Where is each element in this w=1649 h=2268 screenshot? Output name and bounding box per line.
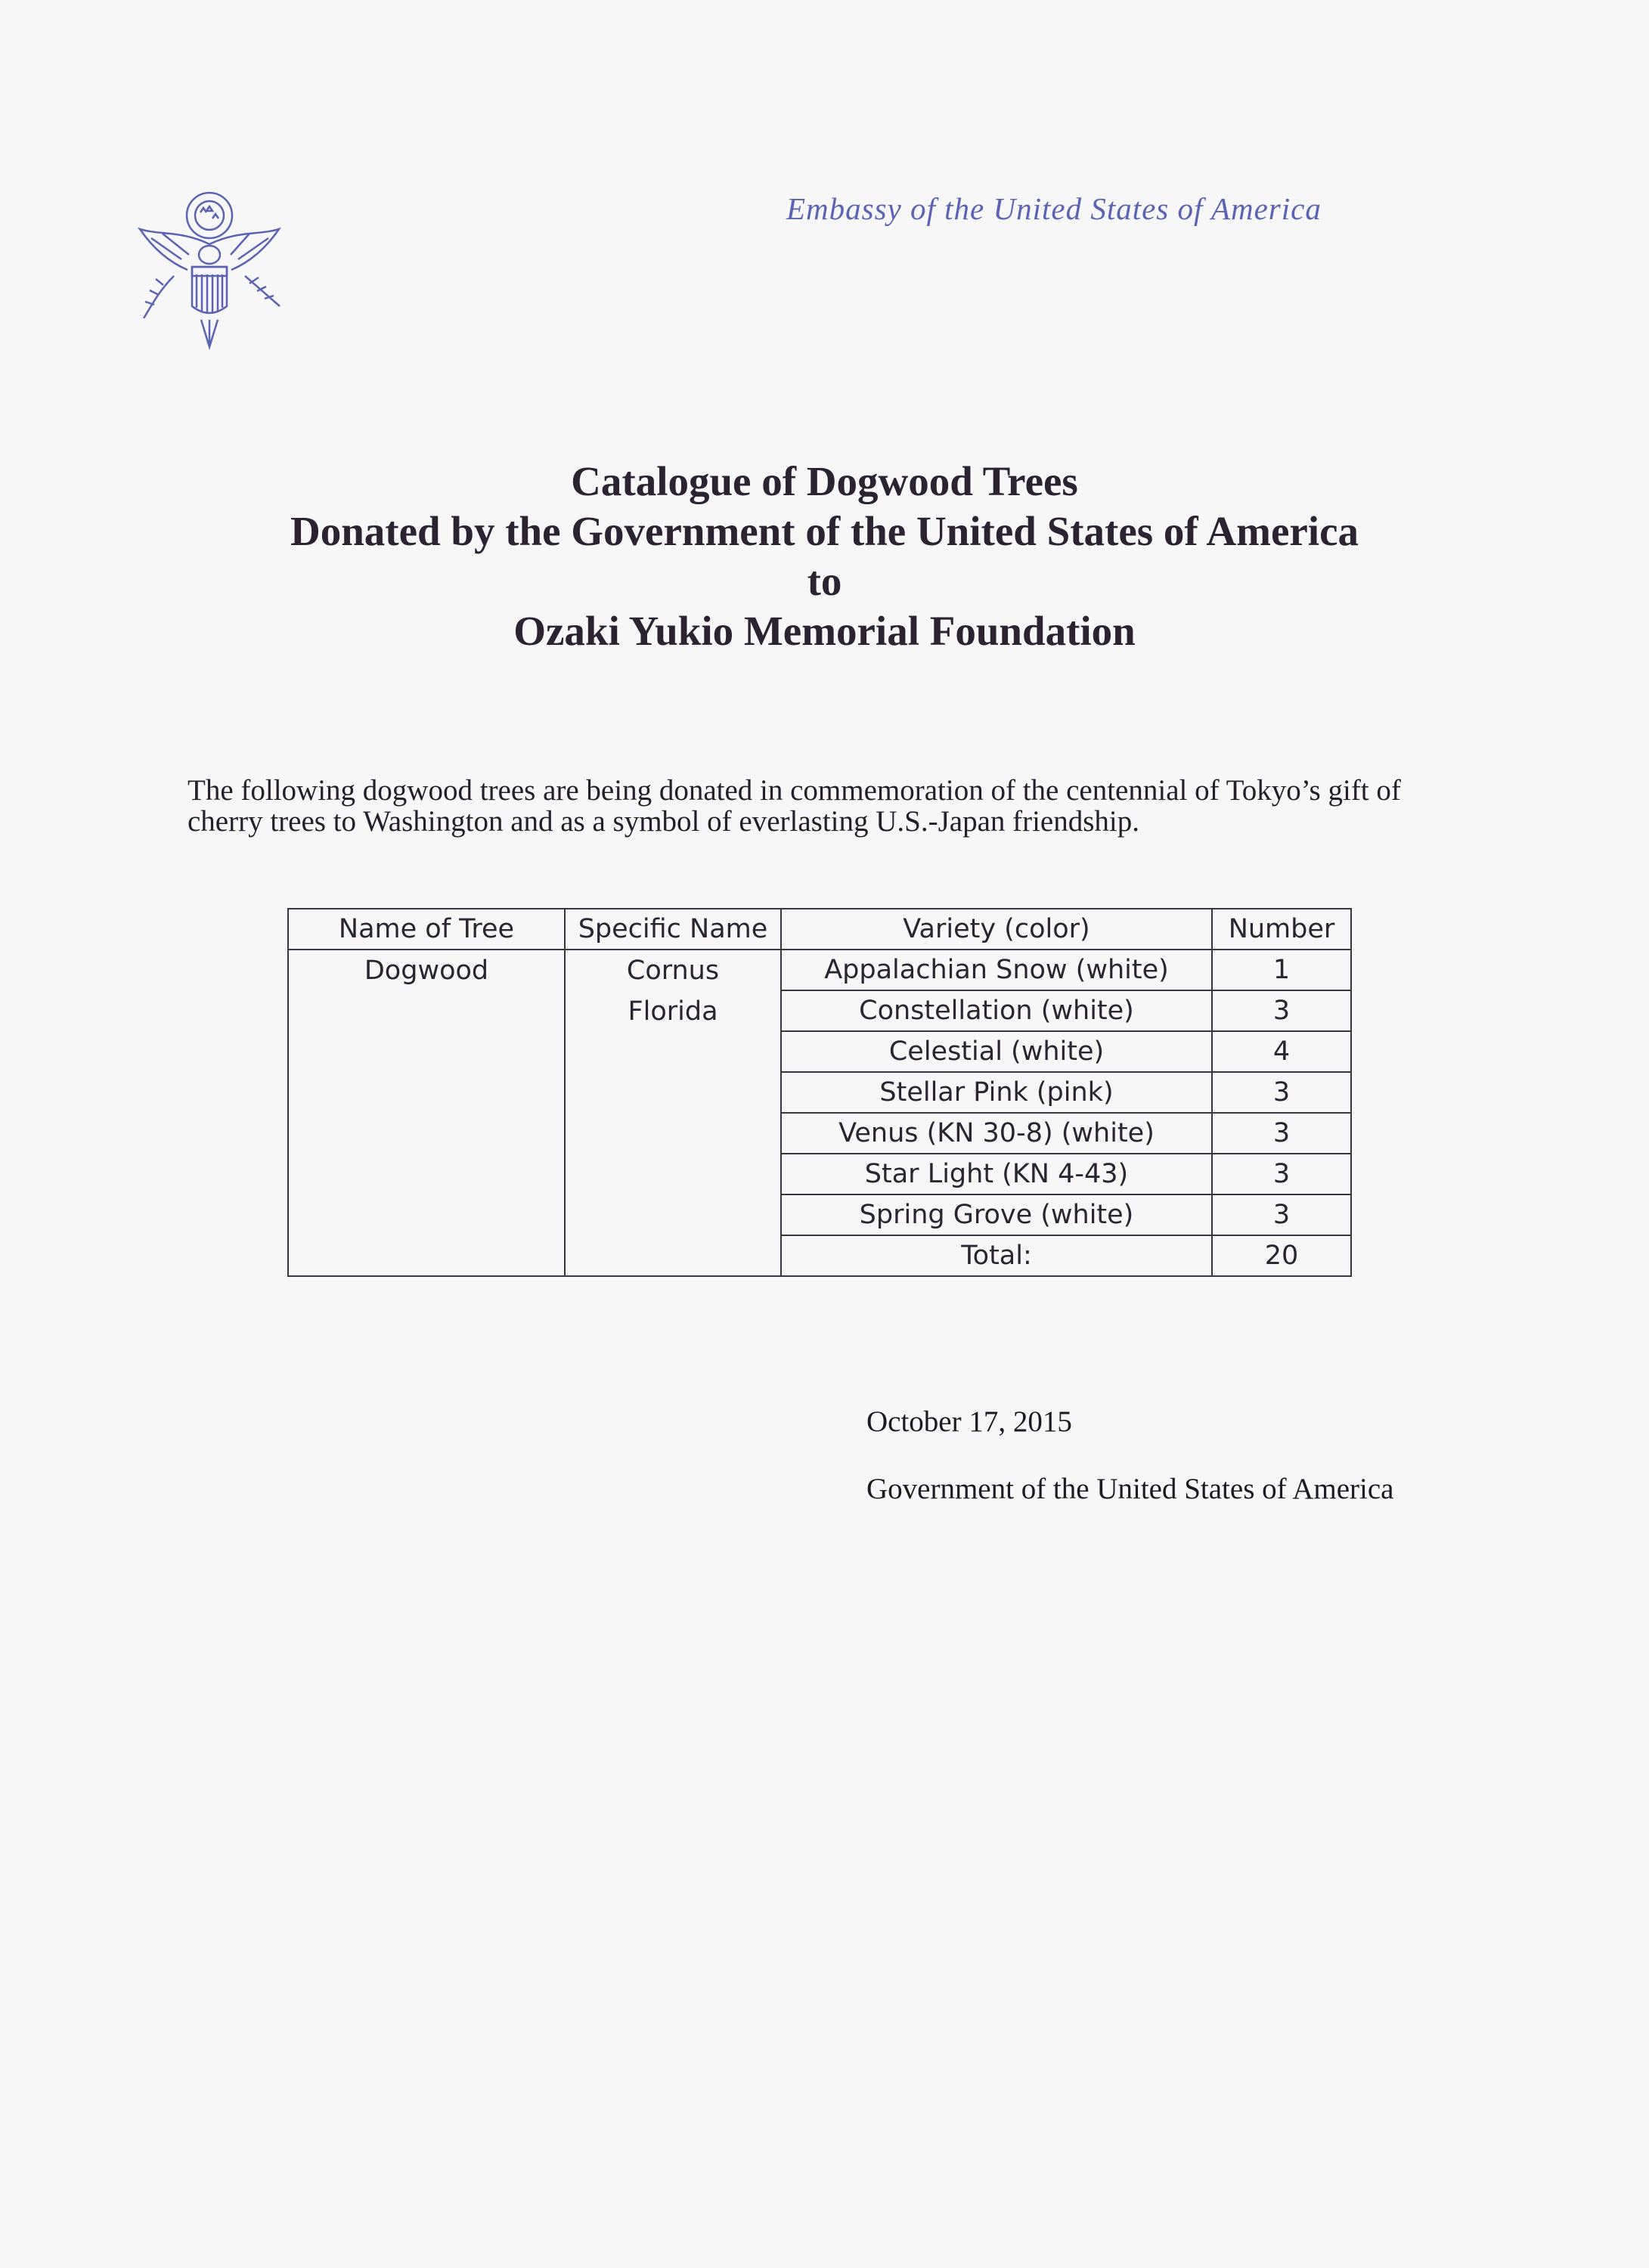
- total-label-cell: Total:: [781, 1235, 1212, 1276]
- variety-cell: Appalachian Snow (white): [781, 950, 1212, 990]
- number-cell: 1: [1212, 950, 1351, 990]
- embassy-letterhead: Embassy of the United States of America: [786, 191, 1322, 226]
- tree-name-cell: Dogwood: [288, 950, 565, 1276]
- dogwood-catalogue-table: [287, 908, 1352, 1277]
- document-title: [0, 457, 1649, 656]
- header-specific-name: Specific Name: [565, 909, 781, 950]
- title-line-2: Donated by the Government of the United States of America: [290, 508, 1359, 554]
- total-value-cell: 20: [1212, 1235, 1351, 1276]
- number-cell: 4: [1212, 1031, 1351, 1072]
- specific-name-species: Florida: [628, 996, 718, 1027]
- number-cell: 3: [1212, 1194, 1351, 1235]
- specific-name-genus: Cornus: [626, 956, 720, 986]
- header-name-of-tree: Name of Tree: [288, 909, 565, 950]
- title-line-3: to: [807, 558, 842, 604]
- intro-paragraph: The following dogwood trees are being donated in commemoration of the centennial of Tokyo’s gift of cherry trees to Washington and as a symbol of everlasting U.S.-Japan friendship.: [188, 774, 1401, 838]
- title-line-1: Catalogue of Dogwood Trees: [571, 458, 1078, 504]
- variety-cell: Spring Grove (white): [781, 1194, 1212, 1235]
- variety-cell: Celestial (white): [781, 1031, 1212, 1072]
- variety-cell: Star Light (KN 4-43): [781, 1154, 1212, 1194]
- variety-cell: Stellar Pink (pink): [781, 1072, 1212, 1113]
- variety-cell: Venus (KN 30-8) (white): [781, 1113, 1212, 1154]
- number-cell: 3: [1212, 1154, 1351, 1194]
- title-line-4: Ozaki Yukio Memorial Foundation: [513, 608, 1136, 654]
- header-variety: Variety (color): [781, 909, 1212, 950]
- signatory: Government of the United States of America: [866, 1473, 1394, 1505]
- specific-name-cell: [565, 950, 781, 1276]
- table-header-row: [288, 909, 1351, 950]
- number-cell: 3: [1212, 990, 1351, 1031]
- number-cell: 3: [1212, 1072, 1351, 1113]
- document-date: October 17, 2015: [866, 1405, 1072, 1438]
- number-cell: 3: [1212, 1113, 1351, 1154]
- great-seal-eagle-icon: [129, 185, 291, 355]
- header-number: Number: [1212, 909, 1351, 950]
- table-row: [288, 950, 1351, 990]
- variety-cell: Constellation (white): [781, 990, 1212, 1031]
